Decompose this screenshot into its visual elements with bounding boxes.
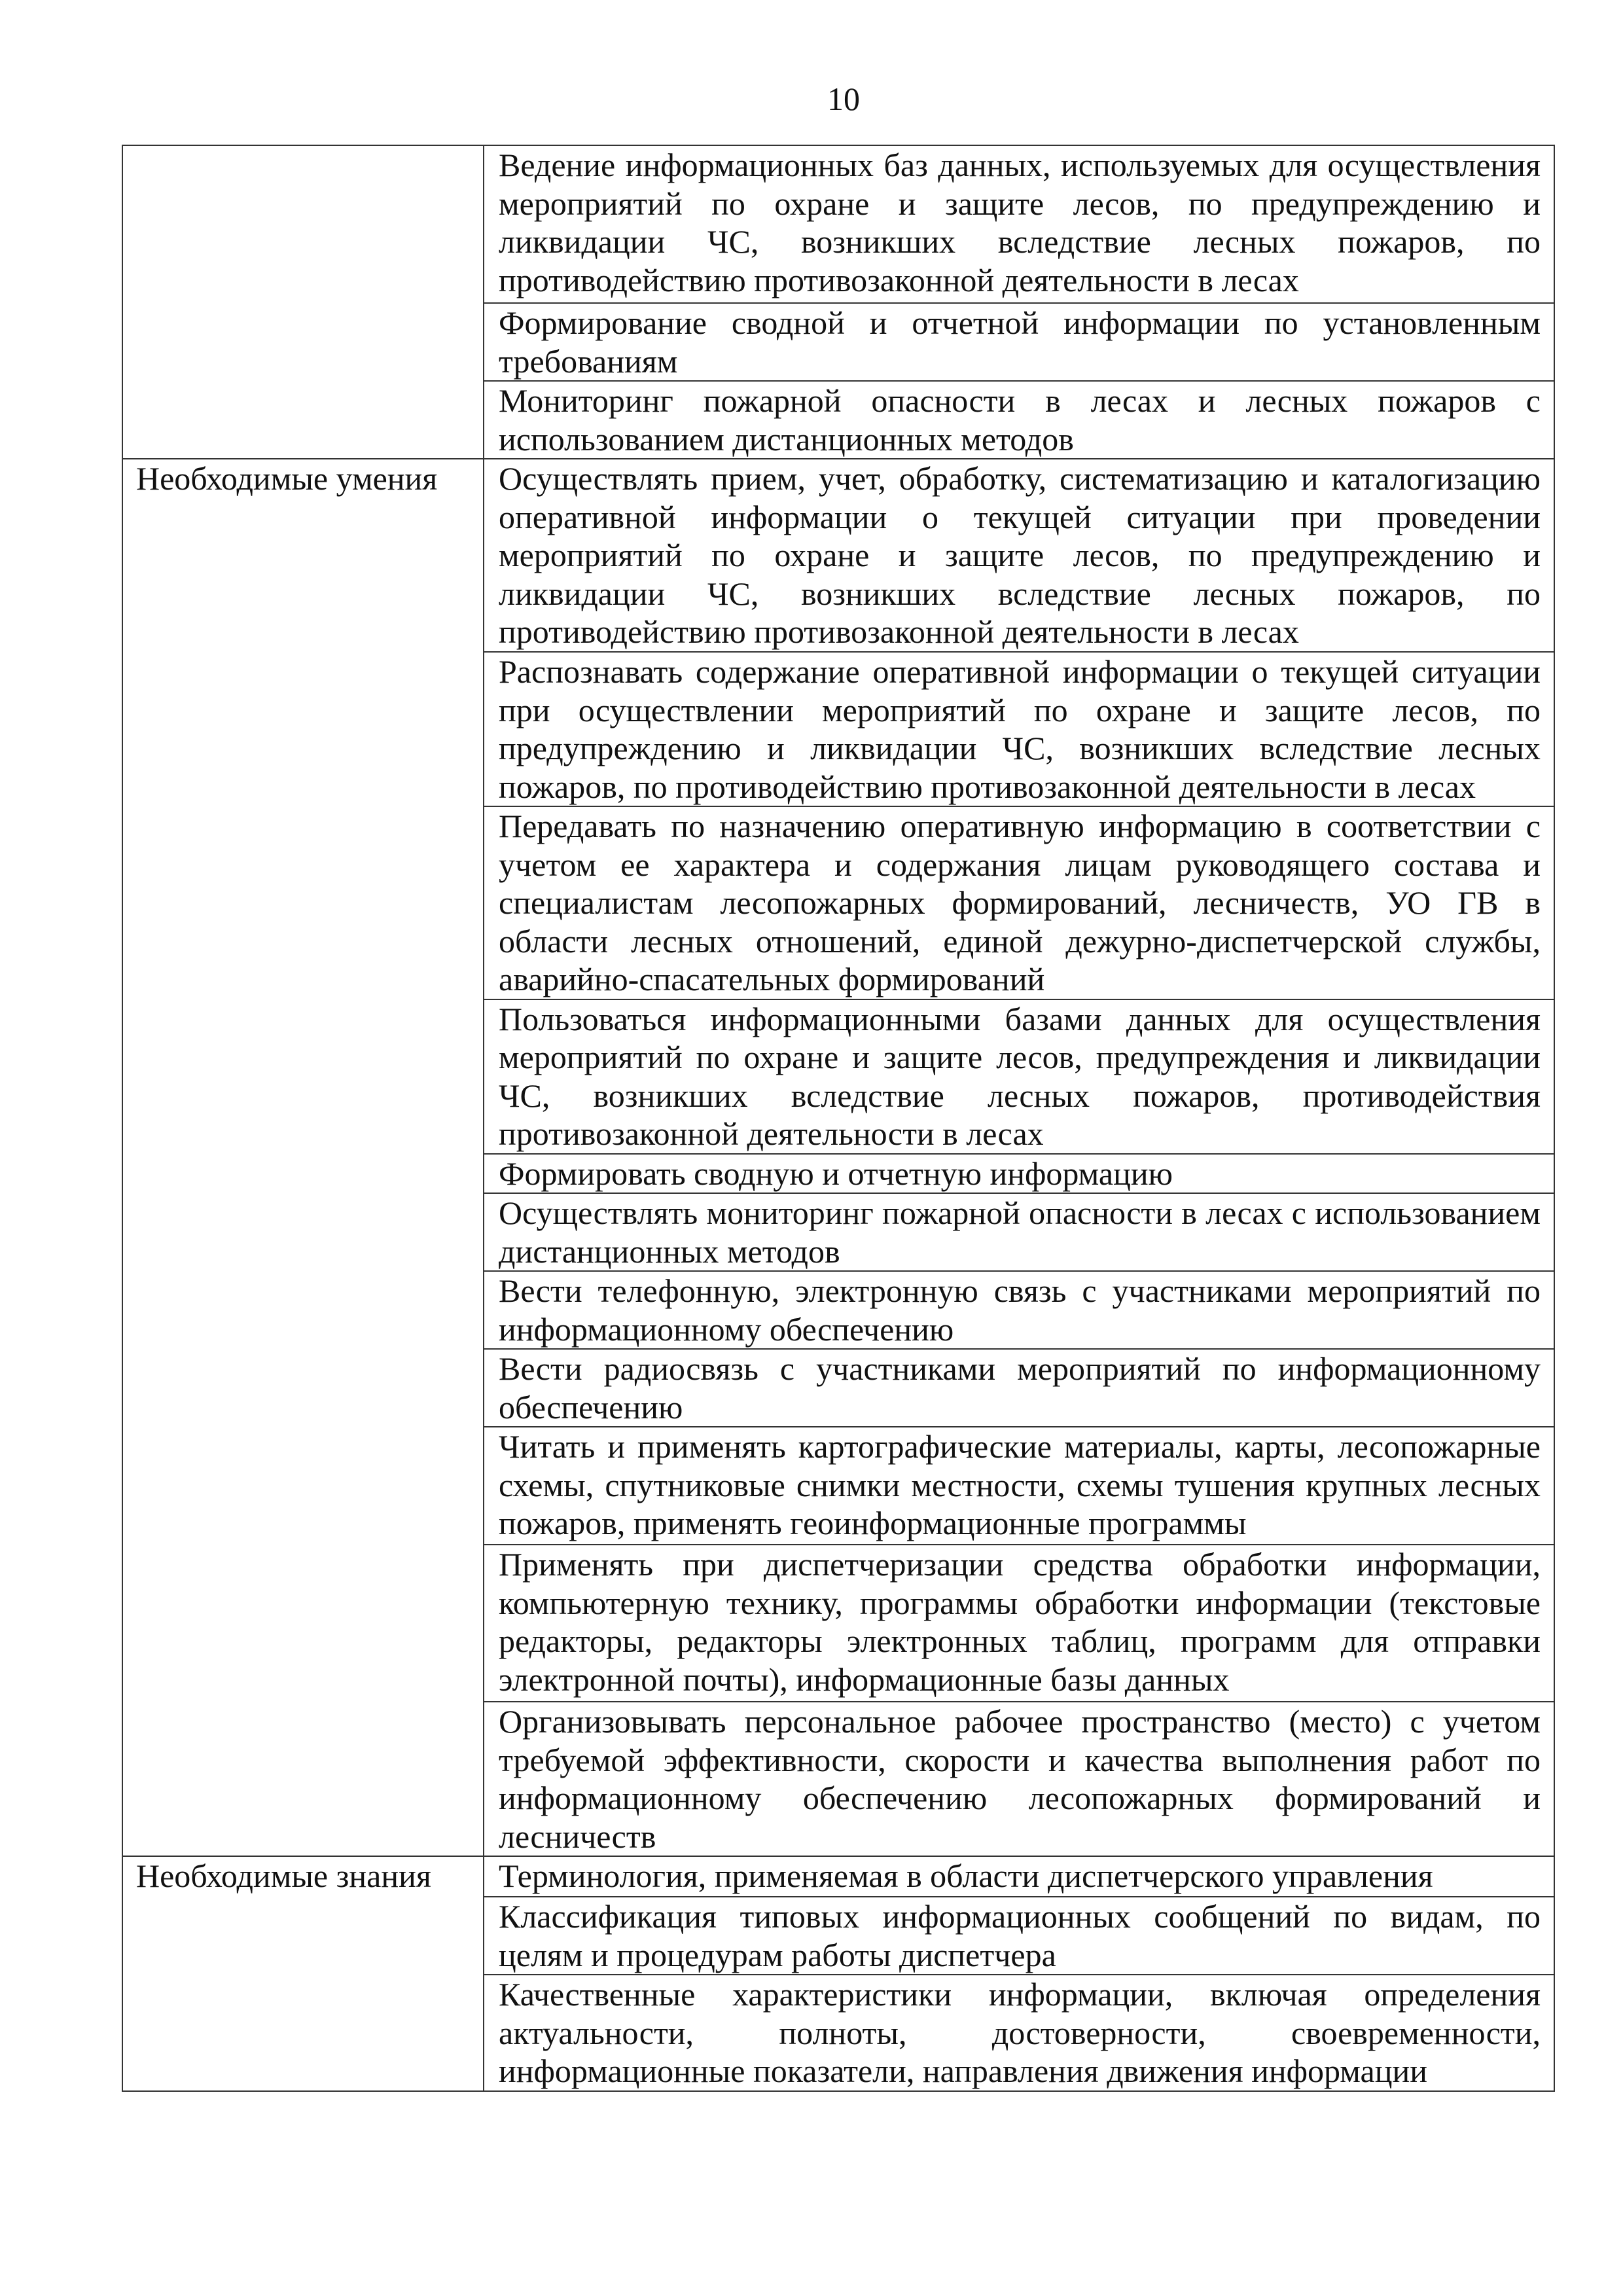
table-row — [122, 459, 1554, 652]
table-row — [122, 1856, 1554, 1897]
requirement-item: Пользоваться информационными базами данных для осуществления мероприятий по охране и защите лесов, предупреждения и ликвидации ЧС, возникших вследствие лесных пожаров, противодействия противозаконной деятельности в лесах — [484, 999, 1554, 1154]
requirement-item: Осуществлять мониторинг пожарной опасности в лесах с использованием дистанционных методов — [484, 1193, 1554, 1271]
requirement-item: Передавать по назначению оперативную информацию в соответствии с учетом ее характера и содержания лицам руководящего состава и специалистам лесопожарных формирований, лесничеств, УО ГВ в области лесных отношений, единой дежурно-диспетчерской службы, аварийно-спасательных формирований — [484, 806, 1554, 999]
table-row — [122, 145, 1554, 303]
page-number: 10 — [827, 81, 860, 117]
requirement-item: Вести радиосвязь с участниками мероприятий по информационному обеспечению — [484, 1349, 1554, 1427]
group-label: Необходимые знания — [122, 1856, 484, 2091]
group-label — [122, 145, 484, 459]
requirement-item: Формирование сводной и отчетной информации по установленным требованиям — [484, 303, 1554, 381]
requirement-item: Вести телефонную, электронную связь с участниками мероприятий по информационному обеспечению — [484, 1271, 1554, 1349]
requirement-item: Ведение информационных баз данных, используемых для осуществления мероприятий по охране и защите лесов, по предупреждению и ликвидации ЧС, возникших вследствие лесных пожаров, по противодействию противозаконной деятельности в лесах — [484, 145, 1554, 303]
requirement-item: Организовывать персональное рабочее пространство (место) с учетом требуемой эффективности, скорости и качества выполнения работ по информационному обеспечению лесопожарных формирований и лесничеств — [484, 1702, 1554, 1856]
requirement-item: Формировать сводную и отчетную информацию — [484, 1154, 1554, 1194]
requirement-item: Распознавать содержание оперативной информации о текущей ситуации при осуществлении мероприятий по охране и защите лесов, по предупреждению и ликвидации ЧС, возникших вследствие лесных пожаров, по противодействию противозаконной деятельности в лесах — [484, 652, 1554, 806]
requirement-item: Качественные характеристики информации, включая определения актуальности, полноты, достоверности, своевременности, информационные показатели, направления движения информации — [484, 1975, 1554, 2091]
requirement-item: Классификация типовых информационных сообщений по видам, по целям и процедурам работы диспетчера — [484, 1897, 1554, 1975]
requirements-table — [122, 145, 1555, 2092]
group-label: Необходимые умения — [122, 459, 484, 1856]
requirement-item: Читать и применять картографические материалы, карты, лесопожарные схемы, спутниковые снимки местности, схемы тушения крупных лесных пожаров, применять геоинформационные программы — [484, 1427, 1554, 1545]
requirement-item: Применять при диспетчеризации средства обработки информации, компьютерную технику, программы обработки информации (текстовые редакторы, редакторы электронных таблиц, программ для отправки электронной почты), информационные базы данных — [484, 1545, 1554, 1702]
requirement-item: Осуществлять прием, учет, обработку, систематизацию и каталогизацию оперативной информации о текущей ситуации при проведении мероприятий по охране и защите лесов, по предупреждению и ликвидации ЧС, возникших вследствие лесных пожаров, по противодействию противозаконной деятельности в лесах — [484, 459, 1554, 652]
requirement-item: Терминология, применяемая в области диспетчерского управления — [484, 1856, 1554, 1897]
requirement-item: Мониторинг пожарной опасности в лесах и лесных пожаров с использованием дистанционных методов — [484, 381, 1554, 459]
